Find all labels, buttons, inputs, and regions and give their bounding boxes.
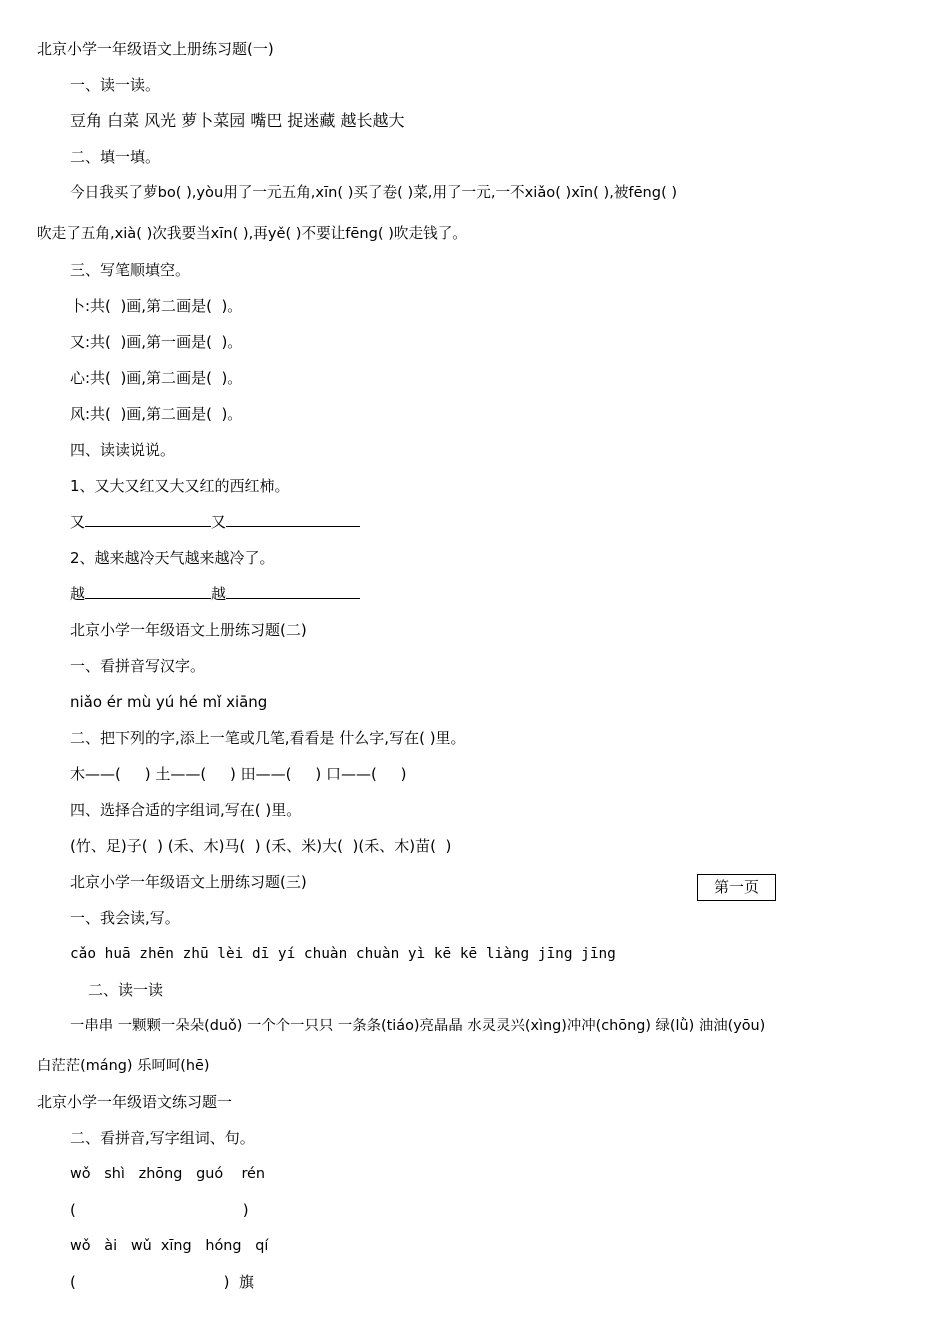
section-heading: 二、看拼音,写字组词、句。 [70,1129,255,1147]
stroke-order-item: 卜:共( )画,第二画是( )。 [70,297,243,315]
question: 2、越来越冷天气越来越冷了。 [70,549,275,567]
reading-words: 豆角 白菜 风光 萝卜菜园 嘴巴 捉迷藏 越长越大 [70,111,405,130]
choose-character-items: (竹、足)子( ) (禾、木)马( ) (禾、米)大( )(禾、木)苗( ) [70,837,452,855]
fill-in-paragraph-line: 吹走了五角,xià( )次我要当xīn( ),再yě( )不要让fēng( )吹走钱了。 [37,225,467,242]
answer-parentheses[interactable]: ( ) [70,1201,249,1219]
section-heading: 四、选择合适的字组词,写在( )里。 [70,801,302,819]
worksheet-title-1: 北京小学一年级语文上册练习题(一) [37,40,274,58]
answer-prefix: 越 [70,585,86,603]
pinyin-line: wǒ ài wǔ xīng hóng qí [70,1238,269,1254]
stroke-order-item: 风:共( )画,第二画是( )。 [70,405,243,423]
reading-words: 白茫茫(máng) 乐呵呵(hē) [37,1058,210,1074]
answer-line [70,584,360,604]
answer-prefix: 又 [70,513,86,531]
section-heading: 二、把下列的字,添上一笔或几笔,看看是 什么字,写在( )里。 [70,729,466,747]
section-heading: 一、我会读,写。 [70,909,180,927]
pinyin-line: niǎo ér mù yú hé mǐ xiāng [70,693,268,711]
section-heading: 二、读一读 [88,981,164,999]
section-heading: 三、写笔顺填空。 [70,261,191,279]
section-heading: 一、读一读。 [70,76,161,94]
section-heading: 一、看拼音写汉字。 [70,657,206,675]
pinyin-line: wǒ shì zhōng guó rén [70,1166,266,1182]
add-strokes-items: 木——( ) 土——( ) 田——( ) 口——( ) [70,765,407,783]
pinyin-line: cǎo huā zhēn zhū lèi dī yí chuàn chuàn yì kē kē liàng jīng jīng [70,946,616,962]
answer-blank[interactable] [85,512,211,527]
worksheet-title-3: 北京小学一年级语文上册练习题(三) [70,873,307,891]
question: 1、又大又红又大又红的西红柿。 [70,477,290,495]
fill-in-paragraph-line: 今日我买了萝bo( ),yòu用了一元五角,xīn( )买了卷( )菜,用了一元,一不xiǎo( )xīn( ),被fēng( ) [70,184,678,201]
stroke-order-item: 又:共( )画,第一画是( )。 [70,333,243,351]
reading-words: 一串串 一颗颗一朵朵(duǒ) 一个个一只只 一条条(tiáo)亮晶晶 水灵灵兴(xìng)冲冲(chōng) 绿(lǜ) 油油(yōu) [70,1018,766,1034]
answer-prefix: 又 [211,513,227,531]
answer-blank[interactable] [226,512,360,527]
answer-prefix: 越 [211,585,227,603]
answer-parentheses[interactable]: ( ) 旗 [70,1273,255,1291]
worksheet-title-2: 北京小学一年级语文上册练习题(二) [70,621,307,639]
stroke-order-item: 心:共( )画,第二画是( )。 [70,369,243,387]
section-heading: 二、填一填。 [70,148,161,166]
answer-blank[interactable] [85,584,211,599]
answer-blank[interactable] [226,584,360,599]
answer-line [70,512,360,532]
section-heading: 四、读读说说。 [70,441,176,459]
page-number-label: 第一页 [697,874,776,901]
worksheet-title-4: 北京小学一年级语文练习题一 [37,1093,233,1111]
